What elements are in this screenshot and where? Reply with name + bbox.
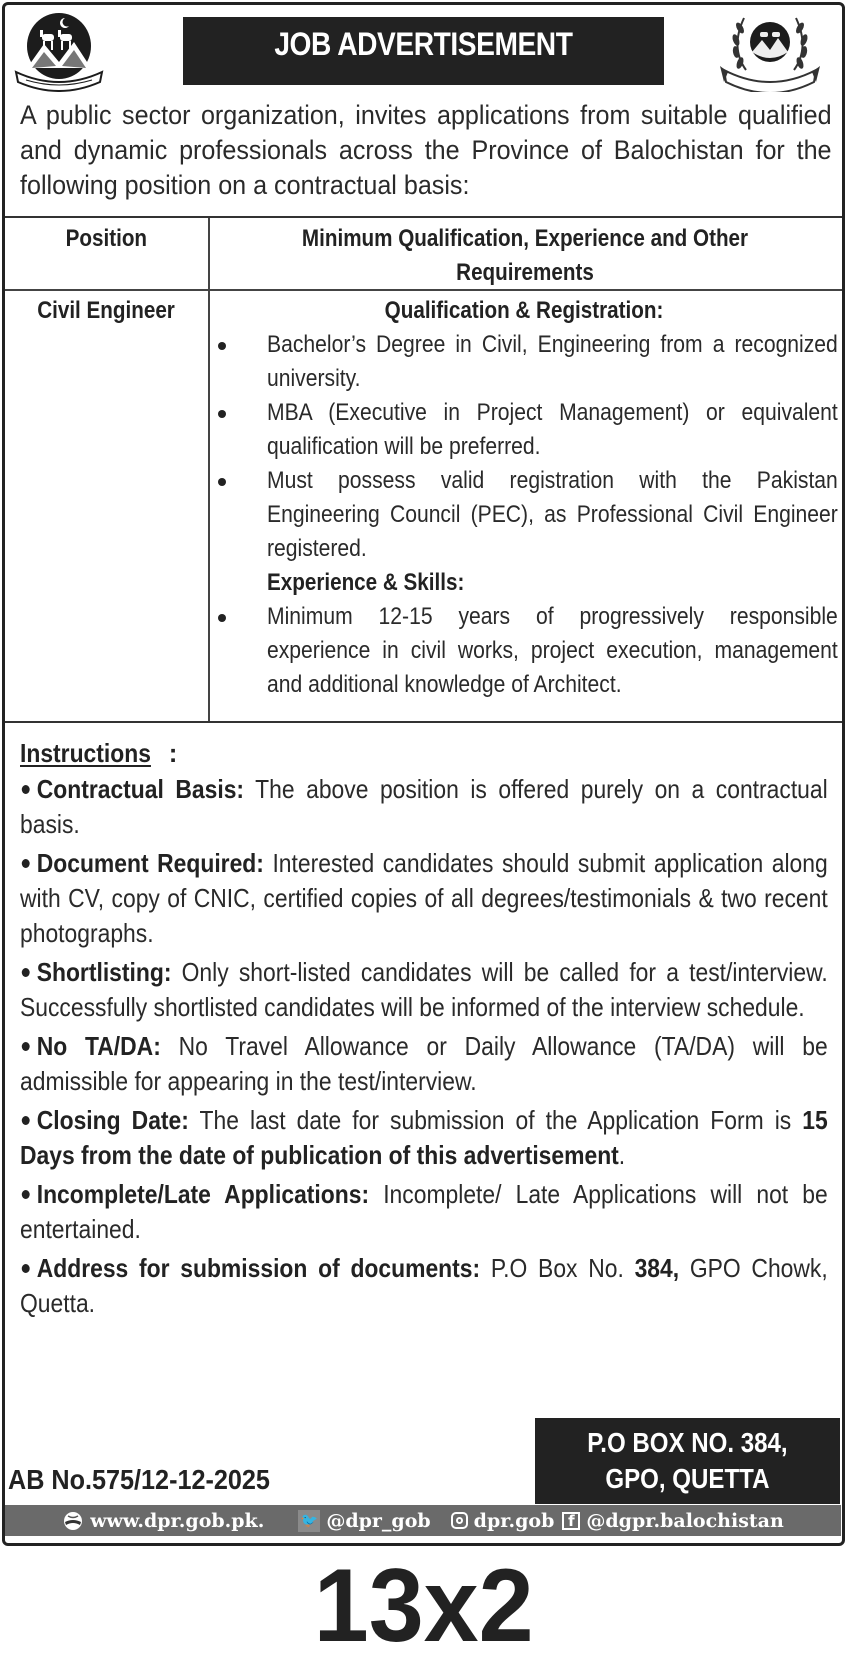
header-requirements-label: Minimum Qualification, Experience and Other Requirements [301, 225, 749, 286]
qualification-item [210, 396, 838, 464]
ab-number: AB No.575/12-12-2025 [8, 1464, 270, 1495]
instruction-label: Contractual Basis: [36, 774, 245, 804]
website-text: www.dpr.gob.pk. [90, 1509, 265, 1532]
qualification-heading-text: Qualification & Registration: [384, 297, 664, 324]
balochistan-emblem-logo [12, 10, 106, 92]
po-box-line1: P.O BOX NO. 384, [587, 1427, 788, 1458]
table-header-position [5, 222, 208, 256]
instruction-tail: GPO Chowk, Quetta. [20, 1253, 828, 1318]
instruction-item [20, 846, 828, 951]
qualification-text: MBA (Executive in Project Management) or equivalent qualification will be preferred. [267, 399, 838, 460]
instruction-text: The last date for submission of the Application Form is [188, 1105, 803, 1135]
instruction-text: Incomplete/ Late Applications will not be entertained. [20, 1179, 828, 1244]
footer-twitter[interactable] [298, 1510, 430, 1532]
instruction-item [20, 1251, 828, 1321]
intro-paragraph [20, 98, 832, 203]
po-box-block [535, 1418, 840, 1504]
qualification-item [210, 328, 838, 396]
footer-social-bar [5, 1505, 841, 1536]
experience-heading-text: Experience & Skills: [267, 569, 465, 596]
title-band [183, 17, 664, 85]
instruction-item [20, 1103, 828, 1173]
header-position-label: Position [65, 225, 148, 252]
bullet-icon [218, 614, 226, 622]
ad-size-label [0, 1548, 847, 1664]
footer-facebook[interactable] [562, 1510, 783, 1532]
bullet-icon [22, 785, 30, 794]
instructions-heading [20, 736, 828, 770]
bullet-icon [22, 859, 30, 868]
position-table [5, 216, 842, 723]
bullet-icon [218, 410, 226, 418]
closing-date-emphasis: 15 Days from the date of publication of this advertisement [20, 1105, 828, 1170]
instruction-item [20, 772, 828, 842]
table-cell-position [5, 294, 208, 328]
page-title: JOB ADVERTISEMENT [274, 25, 573, 62]
instruction-label: Shortlisting: [36, 957, 172, 987]
instruction-tail: . [618, 1140, 626, 1170]
instructions-heading-text: Instructions [20, 738, 151, 768]
bullet-icon [22, 968, 30, 977]
bullet-icon [218, 342, 226, 350]
experience-item [210, 600, 838, 702]
instruction-item [20, 955, 828, 1025]
qualification-text: Must possess valid registration with the Pakistan Engineering Council (PEC), as Professional Civil Engineer registered. [267, 467, 838, 562]
facebook-icon: f [562, 1512, 580, 1530]
instruction-text: No Travel Allowance or Daily Allowance (TA/DA) will be admissible for appearing in the test/interview. [20, 1031, 828, 1096]
instruction-text: The above position is offered purely on a contractual basis. [20, 774, 828, 839]
instructions-section [20, 736, 828, 1325]
bullet-icon [22, 1190, 30, 1199]
bullet-icon [22, 1116, 30, 1125]
position-name: Civil Engineer [37, 297, 176, 324]
instruction-label: Address for submission of documents: [36, 1253, 481, 1283]
globe-icon [62, 1510, 84, 1532]
instruction-label: Closing Date: [36, 1105, 189, 1135]
instruction-text: Only short-listed candidates will be called for a test/interview. Successfully shortlisted candidates will be informed of the interview schedule. [20, 957, 828, 1022]
qualification-text: Bachelor’s Degree in Civil, Engineering from a recognized university. [267, 331, 838, 392]
footer-instagram[interactable] [451, 1510, 555, 1532]
bullet-icon [22, 1042, 30, 1051]
table-cell-requirements [210, 294, 838, 702]
ad-size-text: 13x2 [313, 1548, 534, 1664]
twitter-handle: @dpr_gob [326, 1509, 431, 1532]
instruction-label: No TA/DA: [36, 1031, 161, 1061]
facebook-handle: @dgpr.balochistan [586, 1509, 784, 1532]
instruction-label: Incomplete/Late Applications: [36, 1179, 370, 1209]
instruction-item [20, 1029, 828, 1099]
po-box-line2: GPO, QUETTA [605, 1463, 770, 1494]
intro-text: A public sector organization, invites applications from suitable qualified and dynamic professionals across the Province of Balochistan for the following position on a contractual basis: [20, 100, 832, 200]
instructions-heading-colon: : [168, 738, 178, 768]
bullet-icon [22, 1264, 30, 1273]
experience-heading [210, 566, 838, 600]
twitter-icon: 🐦 [298, 1510, 320, 1532]
dgpr-emblem-logo [718, 8, 822, 92]
instagram-icon [451, 1512, 468, 1529]
experience-text: Minimum 12-15 years of progressively responsible experience in civil works, project execution, management and additional knowledge of Architect. [267, 603, 838, 698]
instruction-text: P.O Box No. [480, 1253, 635, 1283]
instagram-handle: dpr.gob [473, 1509, 555, 1532]
po-box-number: 384, [634, 1253, 680, 1283]
qualification-heading [210, 294, 838, 328]
table-header-requirements [215, 222, 835, 290]
bullet-icon [218, 478, 226, 486]
footer-website[interactable] [62, 1510, 264, 1532]
instruction-label: Document Required: [36, 848, 264, 878]
qualification-item [210, 464, 838, 566]
instruction-item [20, 1177, 828, 1247]
instruction-text: Interested candidates should submit application along with CV, copy of CNIC, certified copies of all degrees/testimonials & two recent photographs. [20, 848, 828, 948]
